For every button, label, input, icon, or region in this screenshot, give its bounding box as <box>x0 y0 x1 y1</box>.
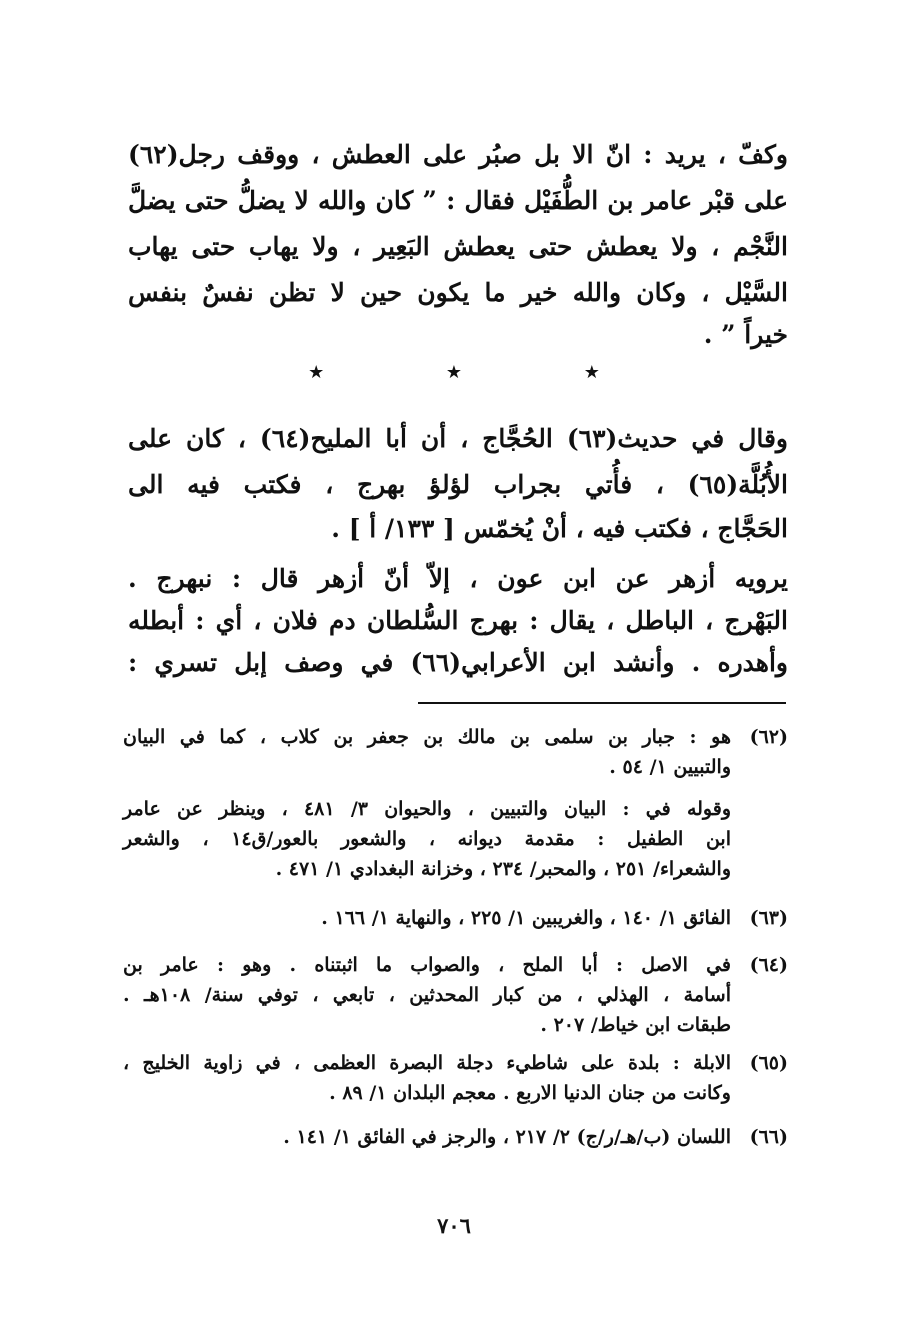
footnote-number: (٦٣) <box>749 907 788 929</box>
main-text-line: السَّيْل ، وكان والله خير ما يكون حين لا تظن نفسٌ بنفس <box>128 278 788 307</box>
footnote-line: في الاصل : أبا الملح ، والصواب ما اثبتناه . وهو : عامر بن <box>123 954 731 976</box>
footnote-line: ابن الطفيل : مقدمة ديوانه ، والشعور بالعور/ق١٤ ، والشعر <box>123 828 731 850</box>
footnote-line: هو : جبار بن سلمى بن مالك بن جعفر بن كلاب ، كما في البيان <box>123 726 731 748</box>
footnote-text <box>123 950 731 1040</box>
footnote-line: اللسان (ب/هـ/ر/ج) ٢/ ٢١٧ ، والرجز في الفائق ١/ ١٤١ . <box>283 1126 731 1148</box>
footnote-line: الفائق ١/ ١٤٠ ، والغريبين ١/ ٢٢٥ ، والنهاية ١/ ١٦٦ . <box>321 907 731 929</box>
footnote-line: الابلة : بلدة على شاطيء دجلة البصرة العظمى ، في زاوية الخليج ، <box>123 1052 731 1074</box>
footnote-text <box>123 1122 731 1152</box>
footnote-64 <box>123 950 788 1040</box>
footnote-number: (٦٦) <box>749 1126 788 1148</box>
main-text-line: البَهْرج ، الباطل ، يقال : بهرج السُّلطان دم فلان ، أي : أبطله <box>128 606 788 635</box>
footnote-65 <box>123 1048 788 1108</box>
main-text-line: خيراً ” . <box>703 320 788 349</box>
footnote-line: أسامة ، الهذلي ، من كبار المحدثين ، تابعي ، توفي سنة/ ١٠٨هـ . <box>123 984 731 1006</box>
main-text-line: وأهدره . وأنشد ابن الأعرابي(٦٦) في وصف إبل تسري : <box>128 648 788 677</box>
footnote-text <box>123 1048 731 1108</box>
footnote-number: (٦٥) <box>749 1052 788 1074</box>
main-text-line: الأُبُلَّة(٦٥) ، فأُتي بجراب لؤلؤ بهرج ، فكتب فيه الى <box>128 470 788 499</box>
footnote-62 <box>123 722 788 884</box>
footnote-text <box>123 722 731 884</box>
footnote-63 <box>123 903 788 933</box>
main-text-line: وقال في حديث(٦٣) الحُجَّاج ، أن أبا المليح(٦٤) ، كان على <box>128 424 789 453</box>
footnote-line: والشعراء/ ٢٥١ ، والمحبر/ ٢٣٤ ، وخزانة البغدادي ١/ ٤٧١ . <box>275 858 731 880</box>
footnote-66 <box>123 1122 788 1152</box>
footnote-text <box>123 903 731 933</box>
footnote-number: (٦٢) <box>749 726 788 748</box>
main-text-line: على قبْر عامر بن الطُّفَيْل فقال : ” كان والله لا يضلُّ حتى يضلَّ <box>128 186 788 215</box>
page-number: ٧٠٦ <box>437 1213 471 1238</box>
main-text-line: النَّجْم ، ولا يعطش حتى يعطش البَعِير ، ولا يهاب حتى يهاب <box>128 232 788 261</box>
footnote-number: (٦٤) <box>749 954 788 976</box>
main-text-line: وكفّ ، يريد : انّ الا بل صبُر على العطش ، ووقف رجل(٦٢) <box>128 140 788 169</box>
main-text-line: الحَجَّاج ، فكتب فيه ، أنْ يُخمّس [ ١٣٣/ أ ] . <box>331 514 788 543</box>
footnote-line: والتبيين ١/ ٥٤ . <box>609 756 731 778</box>
footnote-line: وكانت من جنان الدنيا الاربع . معجم البلدان ١/ ٨٩ . <box>329 1082 731 1104</box>
footnote-separator <box>418 702 786 704</box>
section-divider-stars: ★ ★ ★ <box>308 362 658 383</box>
footnote-line: وقوله في : البيان والتبيين ، والحيوان ٣/ ٤٨١ ، وينظر عن عامر <box>123 798 731 820</box>
main-text-line: يرويه أزهر عن ابن عون ، إلاّ أنّ أزهر قال : نبهرج . <box>128 564 788 593</box>
footnote-line: طبقات ابن خياط/ ٢٠٧ . <box>540 1014 731 1036</box>
